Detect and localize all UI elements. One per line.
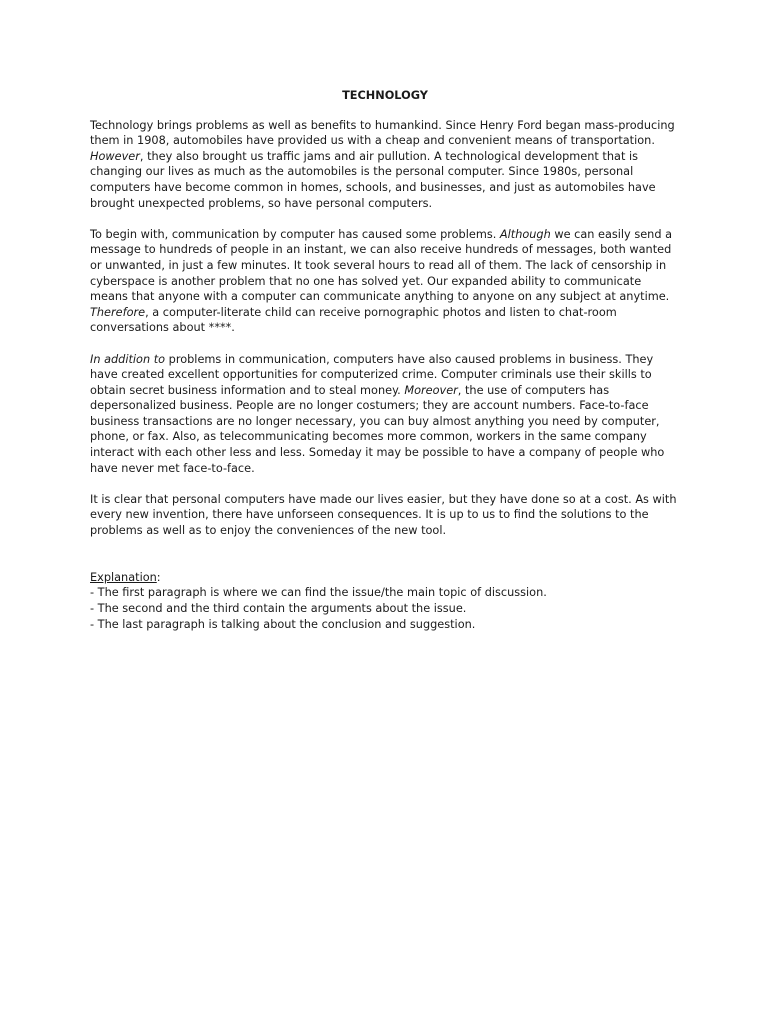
document-title: TECHNOLOGY [342, 89, 428, 102]
paragraph-text: , they also brought us traffic jams and air pullution. A technological development that is changing our lives as much as the automobiles is the personal computer. Since 1980s, personal computers have become common in homes, schools, and businesses, and just as automobiles have brought unexpected problems, so have personal computers. [90, 149, 656, 210]
paragraph-conclusion [90, 492, 680, 539]
explanation-list [90, 585, 680, 632]
explanation-heading-colon: : [156, 570, 161, 584]
paragraph-text: Technology brings problems as well as benefits to humankind. Since Henry Ford began mass-producing them in 1908, automobiles have provided us with a cheap and convenient means of transportation. [90, 118, 675, 148]
paragraph-text: we can easily send a message to hundreds of people in an instant, we can also receive hundreds of messages, both wanted or unwanted, in just a few minutes. It took several hours to read all of them. The lack of censorship in cyberspace is another problem that no one has solved yet. Our expanded ability to communicate means that anyone with a computer can communicate anything to anyone on any subject at anytime. [90, 227, 673, 304]
paragraph-intro [90, 118, 680, 212]
explanation-item: - The last paragraph is talking about the conclusion and suggestion. [90, 617, 476, 631]
spacer [90, 554, 680, 570]
transition-word: Although [499, 227, 551, 241]
paragraph-text: To begin with, communication by computer has caused some problems. [90, 227, 500, 241]
paragraph-text: , the use of computers has depersonalized business. People are no longer costumers; they are account numbers. Face-to-face business transactions are no longer necessary, you can buy almost anything you need by computer, phone, or fax. Also, as telecommunicating becomes more common, workers in the same company interact with each other less and less. Someday it may be possible to have a company of people who have never met face-to-face. [90, 383, 665, 475]
transition-word: Moreover [404, 383, 458, 397]
paragraph-text: It is clear that personal computers have made our lives easier, but they have done so at a cost. As with every new invention, there have unforseen consequences. It is up to us to find the solutions to the problems as well as to enjoy the conveniences of the new tool. [90, 492, 677, 538]
transition-word: In addition to [90, 352, 166, 366]
explanation-heading [90, 570, 680, 586]
paragraph-business [90, 352, 680, 477]
explanation-item: - The first paragraph is where we can find the issue/the main topic of discussion. [90, 586, 547, 600]
explanation-heading-label: Explanation [90, 570, 157, 584]
transition-word: Therefore [90, 305, 146, 319]
paragraph-communication [90, 227, 680, 336]
explanation-item: - The second and the third contain the arguments about the issue. [90, 602, 467, 615]
document-page [90, 88, 680, 632]
transition-word: However [90, 149, 140, 163]
paragraph-text: problems in communication, computers have also caused problems in business. They have created excellent opportunities for computerized crime. Computer criminals use their skills to obtain secret business information and to steal money. [90, 352, 654, 397]
paragraph-text: , a computer-literate child can receive pornographic photos and listen to chat-room conversations about ****. [90, 305, 617, 335]
